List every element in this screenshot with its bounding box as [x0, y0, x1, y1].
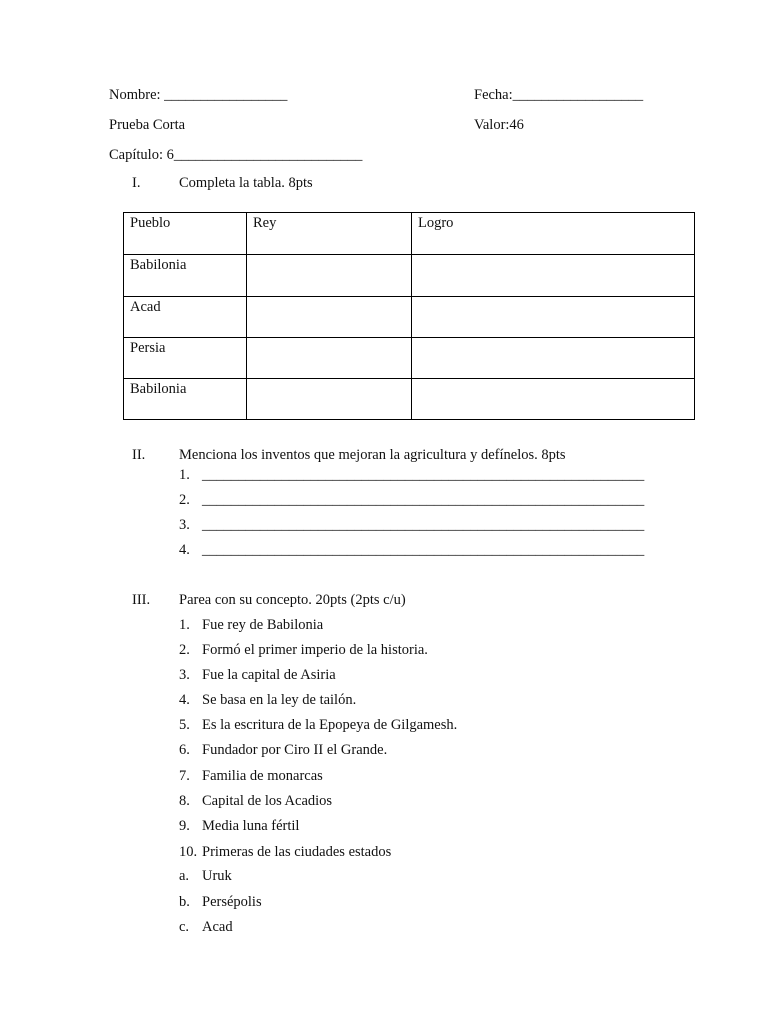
table-cell-blank	[247, 338, 412, 379]
table-cell-blank	[412, 297, 695, 338]
table-cell: Acad	[124, 297, 247, 338]
list-item-text: Se basa en la ley de tailón.	[202, 692, 357, 708]
list-item-text: Fue rey de Babilonia	[202, 617, 324, 633]
list-item-number: 6.	[179, 742, 190, 758]
list-item-number: 9.	[179, 818, 190, 834]
answer-blank-line: _____________________________________________________________	[202, 467, 645, 483]
answer-blank-line: _____________________________________________________________	[202, 517, 645, 533]
table-header-row	[124, 213, 695, 255]
name-field-label: Nombre: _________________	[109, 87, 288, 103]
answer-blank-line: _____________________________________________________________	[202, 542, 645, 558]
table-row	[124, 379, 695, 420]
table-cell-blank	[412, 338, 695, 379]
table-header-cell: Logro	[412, 213, 695, 255]
list-item-number: 10.	[179, 844, 198, 860]
quiz-type: Prueba Corta	[109, 117, 186, 133]
list-item-text: Capital de los Acadios	[202, 793, 333, 809]
section3-instruction: Parea con su concepto. 20pts (2pts c/u)	[179, 592, 406, 608]
table-row	[124, 338, 695, 379]
list-item-text: Fundador por Ciro II el Grande.	[202, 742, 388, 758]
list-item-number: 3.	[179, 667, 190, 683]
answer-blank-line: _____________________________________________________________	[202, 492, 645, 508]
list-item-number: 2.	[179, 642, 190, 658]
list-item-number: 3.	[179, 517, 190, 533]
section1-instruction: Completa la tabla. 8pts	[179, 175, 313, 191]
table-cell: Persia	[124, 338, 247, 379]
list-item-text: Persépolis	[202, 894, 262, 910]
list-item-number: 1.	[179, 467, 190, 483]
table-cell-blank	[412, 255, 695, 297]
list-item-letter: b.	[179, 894, 190, 910]
list-item-text: Familia de monarcas	[202, 768, 323, 784]
list-item-text: Uruk	[202, 868, 232, 884]
list-item-number: 5.	[179, 717, 190, 733]
section2-instruction: Menciona los inventos que mejoran la agricultura y defínelos. 8pts	[179, 447, 566, 463]
list-item-text: Formó el primer imperio de la historia.	[202, 642, 428, 658]
table-cell: Babilonia	[124, 379, 247, 420]
table-cell-blank	[247, 255, 412, 297]
list-item-number: 2.	[179, 492, 190, 508]
date-field-label: Fecha:__________________	[474, 87, 644, 103]
list-item-letter: a.	[179, 868, 190, 884]
list-item-text: Primeras de las ciudades estados	[202, 844, 392, 860]
table-cell-blank	[247, 379, 412, 420]
table-header-cell: Pueblo	[124, 213, 247, 255]
value-label: Valor:46	[474, 117, 524, 133]
section1-numeral: I.	[132, 175, 141, 191]
table-cell: Babilonia	[124, 255, 247, 297]
section2-numeral: II.	[132, 447, 146, 463]
list-item-text: Fue la capital de Asiria	[202, 667, 336, 683]
completion-table	[123, 212, 695, 420]
list-item-number: 4.	[179, 542, 190, 558]
section3-numeral: III.	[132, 592, 151, 608]
list-item-number: 7.	[179, 768, 190, 784]
list-item-number: 8.	[179, 793, 190, 809]
table-header-cell: Rey	[247, 213, 412, 255]
table-cell-blank	[412, 379, 695, 420]
list-item-text: Es la escritura de la Epopeya de Gilgamesh.	[202, 717, 458, 733]
list-item-text: Acad	[202, 919, 233, 935]
list-item-text: Media luna fértil	[202, 818, 300, 834]
table-row	[124, 255, 695, 297]
table-row	[124, 297, 695, 338]
list-item-letter: c.	[179, 919, 190, 935]
list-item-number: 1.	[179, 617, 190, 633]
table-cell-blank	[247, 297, 412, 338]
list-item-number: 4.	[179, 692, 190, 708]
chapter-label: Capítulo: 6__________________________	[109, 147, 363, 163]
